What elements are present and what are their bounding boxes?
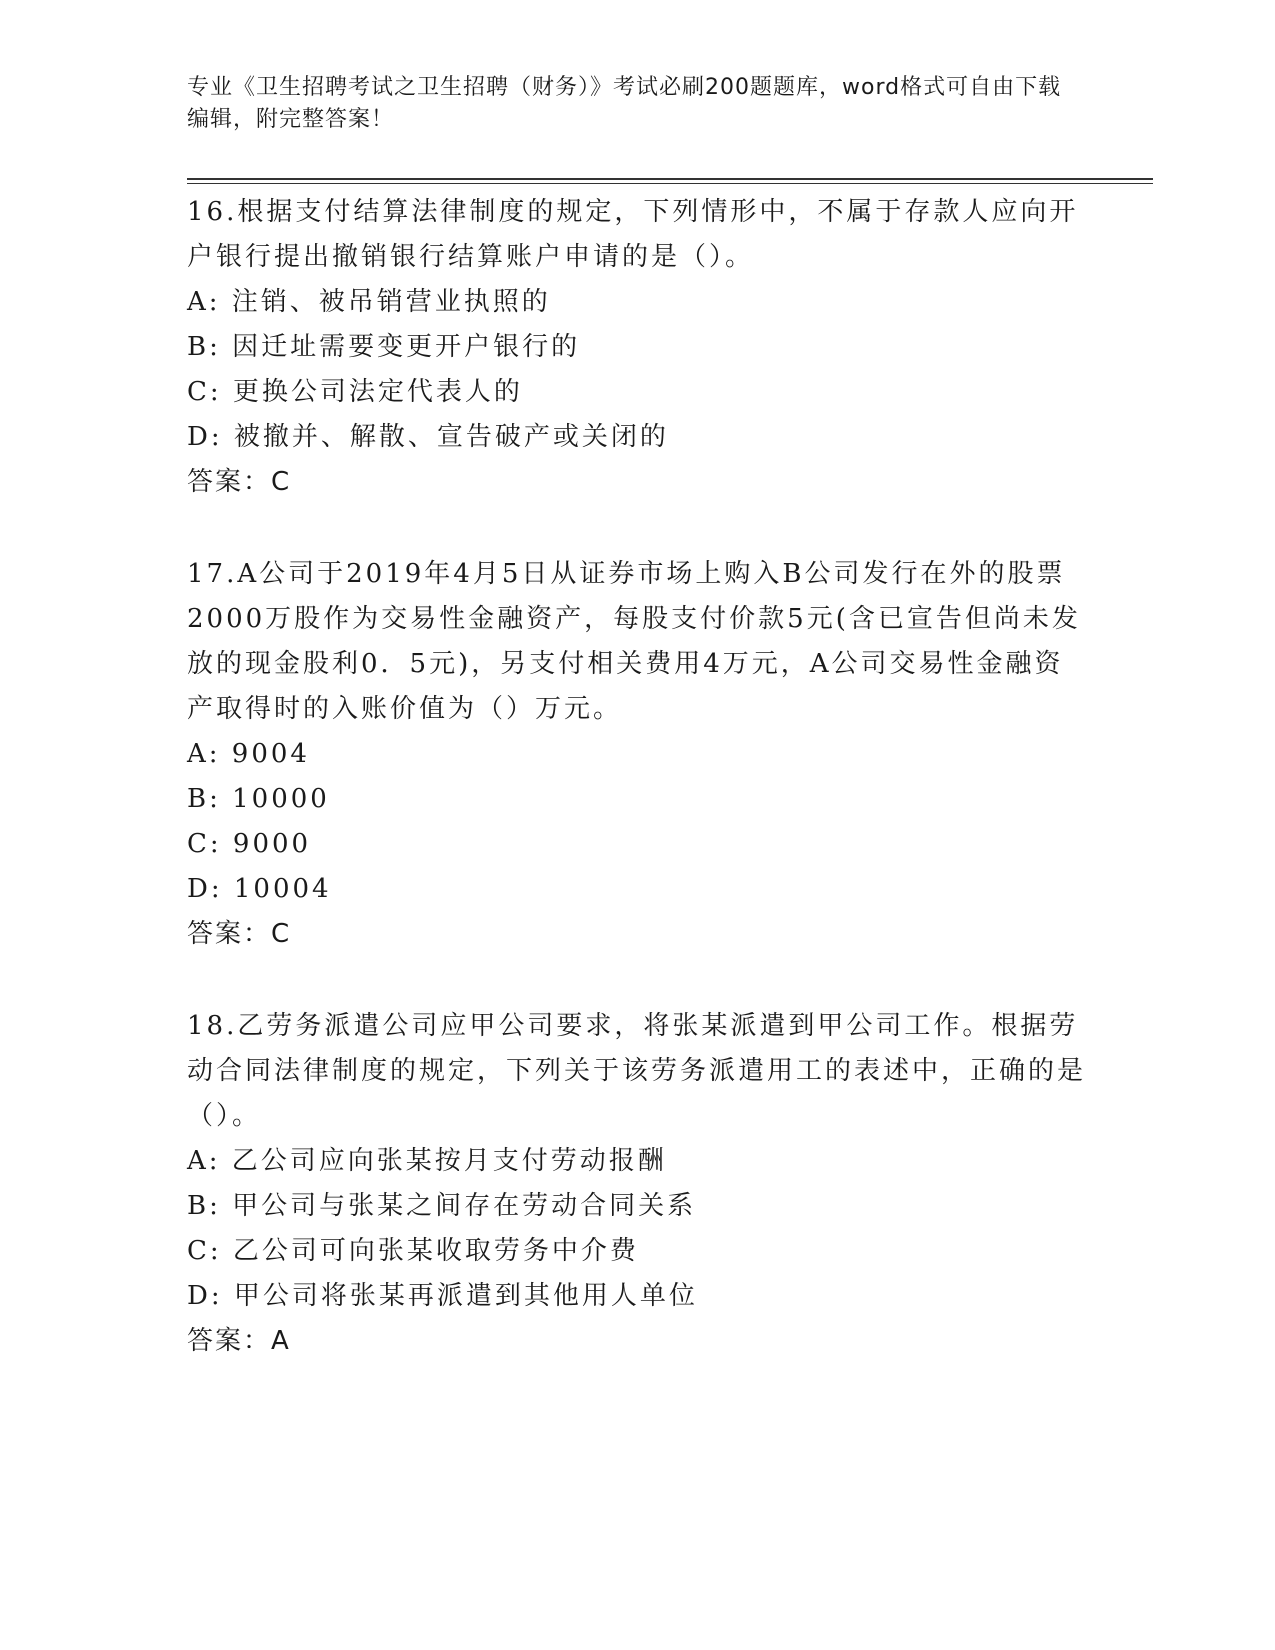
question-18 [187, 1004, 1087, 1364]
option-a: A: 乙公司应向张某按月支付劳动报酬 [187, 1146, 667, 1176]
option-c: C: 更换公司法定代表人的 [187, 377, 523, 407]
option-a: A: 注销、被吊销营业执照的 [187, 287, 551, 317]
question-16 [187, 190, 1087, 505]
header-divider-thick [187, 178, 1153, 180]
question-stem: 17.A公司于2019年4月5日从证券市场上购入B公司发行在外的股票2000万股作为交易性金融资产，每股支付价款5元(含已宣告但尚未发放的现金股利0．5元)，另支付相关费用4万元，A公司交易性金融资产取得时的入账价值为（）万元。 [187, 559, 1081, 724]
option-d: D: 10004 [187, 874, 332, 904]
option-d: D: 被撤并、解散、宣告破产或关闭的 [187, 422, 669, 452]
option-b: B: 因迁址需要变更开户银行的 [187, 332, 581, 362]
question-stem: 18.乙劳务派遣公司应甲公司要求，将张某派遣到甲公司工作。根据劳动合同法律制度的规定，下列关于该劳务派遣用工的表述中，正确的是（）。 [187, 1011, 1087, 1131]
option-c: C: 9000 [187, 829, 312, 859]
answer-line: 答案：C [187, 467, 292, 497]
option-d: D: 甲公司将张某再派遣到其他用人单位 [187, 1281, 698, 1311]
document-header: 专业《卫生招聘考试之卫生招聘（财务）》考试必刷200题题库，word格式可自由下载编辑，附完整答案！ [187, 75, 1062, 132]
header-divider-thin [187, 183, 1153, 184]
option-a: A: 9004 [187, 739, 310, 769]
question-17 [187, 552, 1087, 957]
question-stem: 16.根据支付结算法律制度的规定，下列情形中，不属于存款人应向开户银行提出撤销银行结算账户申请的是（）。 [187, 197, 1079, 272]
answer-line: 答案：C [187, 919, 292, 949]
answer-line: 答案：A [187, 1326, 291, 1356]
option-b: B: 甲公司与张某之间存在劳动合同关系 [187, 1191, 697, 1221]
option-b: B: 10000 [187, 784, 330, 814]
option-c: C: 乙公司可向张某收取劳务中介费 [187, 1236, 639, 1266]
